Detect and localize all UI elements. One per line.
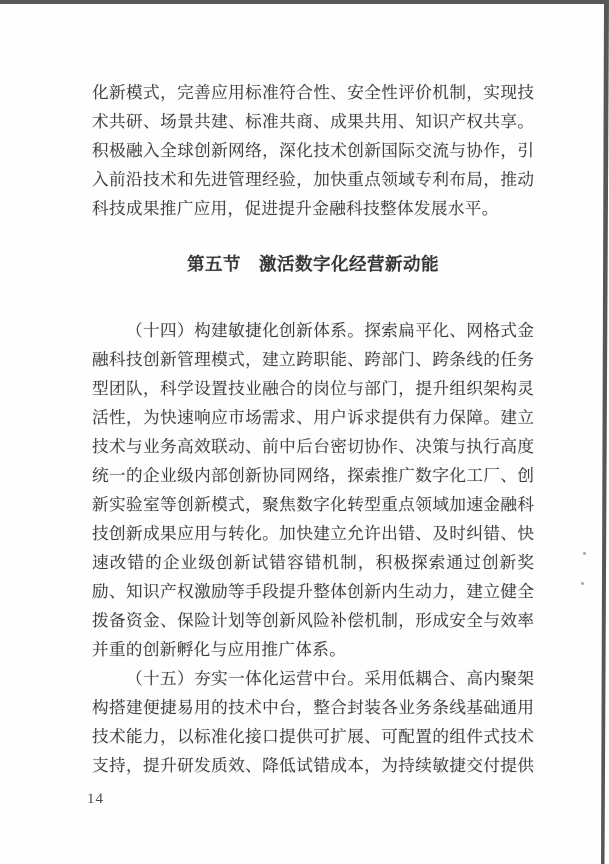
text-line: 支持，提升研发质效、降低试错成本，为持续敏捷交付提供 [92,756,534,775]
text-line: 入前沿技术和先进管理经验，加快重点领域专利布局，推动 [92,170,534,189]
text-line: （十四）构建敏捷化创新体系。探索扁平化、网格式金 [126,321,534,340]
text-line: 励、知识产权激励等手段提升整体创新内生动力，建立健全 [92,582,534,601]
text-line: 技创新成果应用与转化。加快建立允许出错、及时纠错、快 [92,524,534,543]
text-line: 融科技创新管理模式，建立跨职能、跨部门、跨条线的任务 [92,350,534,369]
text-line: 活性，为快速响应市场需求、用户诉求提供有力保障。建立 [92,408,534,427]
text-line: 型团队，科学设置技业融合的岗位与部门，提升组织架构灵 [92,379,534,398]
page-number: 14 [87,791,104,807]
paragraph [92,316,534,664]
paragraph [92,78,534,223]
text-line: 新实验室等创新模式，聚焦数字化转型重点领域加速金融科 [92,495,534,514]
text-line: （十五）夯实一体化运营中台。采用低耦合、高内聚架 [126,669,534,688]
scan-edge-top [0,0,609,4]
text-line: 技术与业务高效联动、前中后台密切协作、决策与执行高度 [92,437,534,456]
text-line: 化新模式，完善应用标准符合性、安全性评价机制，实现技 [92,83,534,102]
section-heading: 第五节 激活数字化经营新动能 [187,254,439,274]
text-line: 术共研、场景共建、标准共商、成果共用、知识产权共享。 [92,112,534,131]
text-line: 速改错的企业级创新试错容错机制，积极探索通过创新奖 [92,553,534,572]
text-line: 科技成果推广应用，促进提升金融科技整体发展水平。 [92,199,499,218]
scan-speck [581,582,584,585]
text-line: 统一的企业级内部创新协同网络，探索推广数字化工厂、创 [92,466,534,485]
text-line: 构搭建便捷易用的技术中台，整合封装各业务条线基础通用 [92,698,534,717]
document-body [92,78,534,780]
text-line: 技术能力，以标准化接口提供可扩展、可配置的组件式技术 [92,727,534,746]
text-line: 并重的创新孵化与应用推广体系。 [92,640,347,659]
text-line: 积极融入全球创新网络，深化技术创新国际交流与协作，引 [92,141,534,160]
text-line: 拨备资金、保险计划等创新风险补偿机制，形成安全与效率 [92,611,534,630]
paragraph [92,664,534,780]
scan-speck [583,552,586,555]
